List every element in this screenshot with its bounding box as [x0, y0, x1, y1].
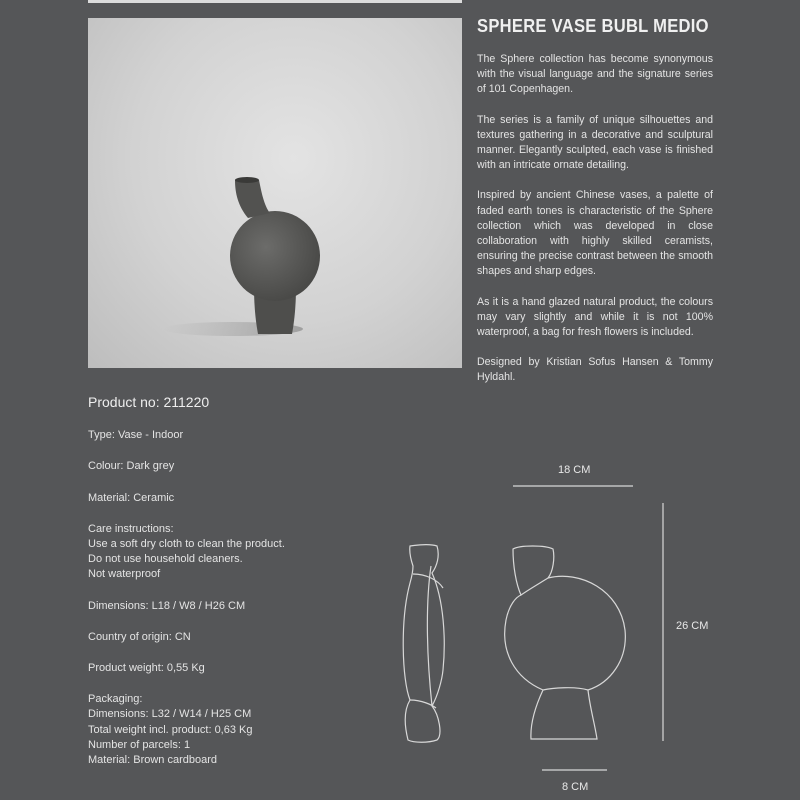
- description-paragraph: The Sphere collection has become synonymous with the visual language and the signature series of 101 Copenhagen.: [477, 53, 713, 96]
- care-line: Use a soft dry cloth to clean the product.: [88, 538, 285, 551]
- product-description: [477, 52, 713, 401]
- packaging-line: Dimensions: L32 / W14 / H25 CM: [88, 708, 252, 721]
- packaging-line: Total weight incl. product: 0,63 Kg: [88, 723, 253, 736]
- care-line: Not waterproof: [88, 568, 161, 581]
- spec-list: [88, 395, 388, 784]
- top-rule: [88, 0, 462, 3]
- packaging-line: Number of parcels: 1: [88, 738, 191, 751]
- care-line: Do not use household cleaners.: [88, 553, 243, 566]
- product-number: Product no: 211220: [88, 394, 210, 410]
- description-paragraph: Inspired by ancient Chinese vases, a palette of faded earth tones is characteristic of the Sphere collection which was developed in close collaboration with highly skilled ceramists, ensuring the precise contrast between the smooth shapes and sharp edges.: [477, 189, 713, 278]
- spec-packaging: [88, 692, 388, 768]
- spec-material: Material: Ceramic: [88, 491, 175, 504]
- spec-country: Country of origin: CN: [88, 630, 191, 643]
- side-view-outline: [403, 545, 444, 743]
- packaging-heading: Packaging:: [88, 693, 143, 706]
- technical-drawing: [380, 440, 680, 785]
- description-paragraph: As it is a hand glazed natural product, the colours may vary slightly and while it is not 100% waterproof, a bag for fresh flowers is included.: [477, 295, 713, 339]
- spec-care: [88, 522, 388, 583]
- designer-credit: Designed by Kristian Sofus Hansen & Tommy Hyldahl.: [477, 356, 713, 384]
- spec-type: Type: Vase - Indoor: [88, 429, 184, 442]
- spec-weight: Product weight: 0,55 Kg: [88, 662, 205, 675]
- height-label: 26 CM: [676, 620, 709, 632]
- spec-dimensions: Dimensions: L18 / W8 / H26 CM: [88, 599, 246, 612]
- front-view-outline: [505, 546, 626, 739]
- product-photo: [88, 18, 462, 368]
- depth-label: 8 CM: [562, 781, 589, 793]
- description-paragraph: The series is a family of unique silhouettes and textures gathering in a decorative and sculptural manner. Elegantly sculpted, each vase is finished with an intricate ornate detailing.: [477, 113, 713, 172]
- product-title: SPHERE VASE BUBL MEDIO: [477, 16, 709, 36]
- care-heading: Care instructions:: [88, 522, 174, 535]
- packaging-line: Material: Brown cardboard: [88, 754, 218, 767]
- width-label: 18 CM: [558, 464, 591, 476]
- spec-colour: Colour: Dark grey: [88, 460, 175, 473]
